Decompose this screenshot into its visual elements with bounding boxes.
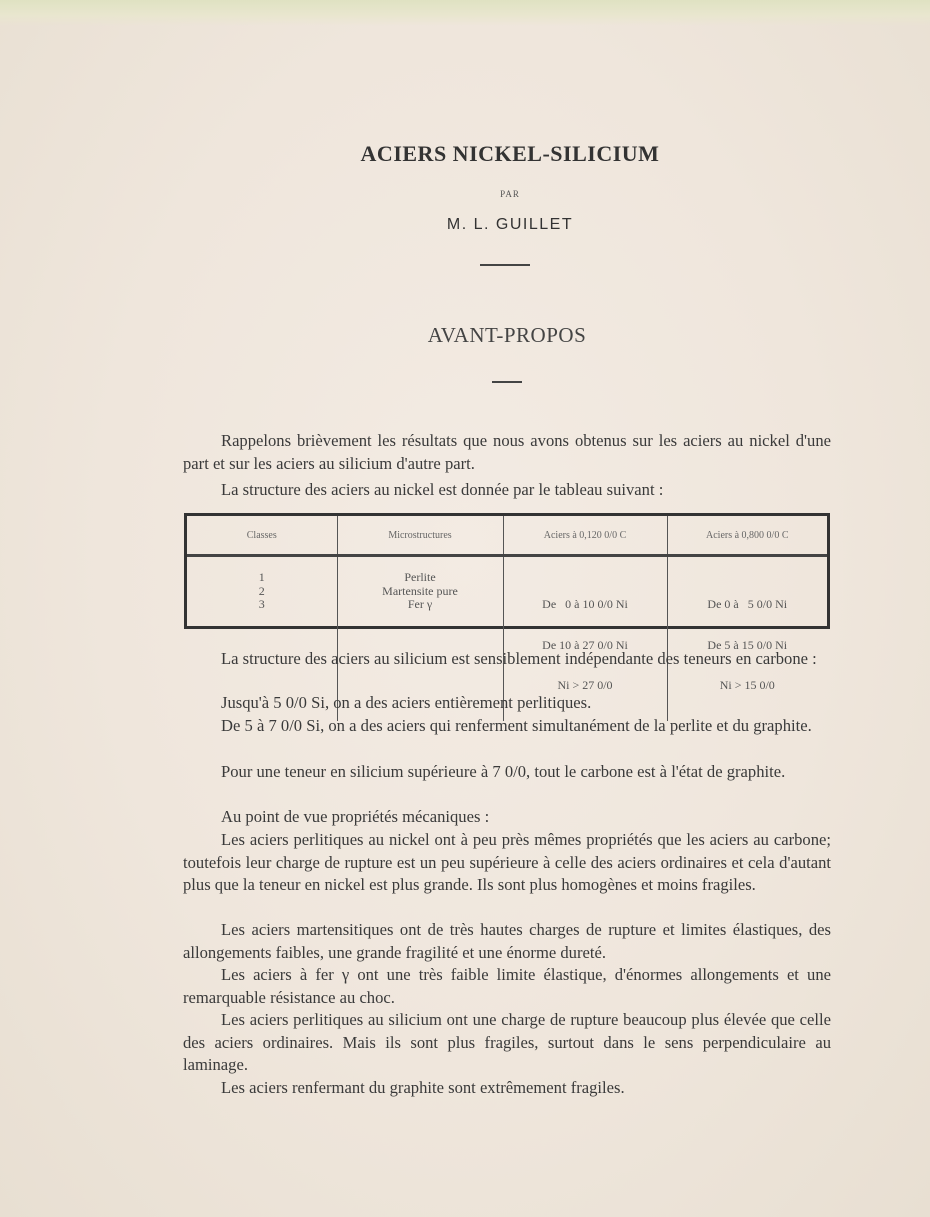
body-paragraph: Les aciers à fer γ ont une très faible limite élastique, d'énormes allongements et une remarquable résistance au choc. — [183, 965, 831, 1007]
body-paragraph: De 5 à 7 0/0 Si, on a des aciers qui renferment simultanément de la perlite et du graphite. — [221, 716, 812, 735]
body-paragraph: Les aciers perlitiques au nickel ont à peu près mêmes propriétés que les aciers au carbone; toutefois leur charge de rupture est un peu supérieure à celle des aciers ordinaires et cela d'autant plus que la teneur en nickel est plus grande. Ils sont plus homogènes et moins fragiles. — [183, 830, 831, 894]
body-paragraph: Les aciers renfermant du graphite sont extrêmement fragiles. — [221, 1078, 625, 1097]
body-paragraph: Jusqu'à 5 0/0 Si, on a des aciers entièrement perlitiques. — [221, 693, 592, 712]
header-steel-0800: Aciers à 0,800 0/0 C — [667, 516, 827, 556]
header-classes: Classes — [187, 516, 337, 556]
table-header-row — [187, 516, 827, 556]
table-intro-paragraph: La structure des aciers au nickel est donnée par le tableau suivant : — [221, 480, 664, 499]
body-paragraph: Pour une teneur en silicium supérieure à 7 0/0, tout le carbone est à l'état de graphite. — [221, 762, 786, 781]
scan-edge — [0, 0, 930, 26]
intro-paragraph: Rappelons brièvement les résultats que nous avons obtenus sur les aciers au nickel d'une part et sur les aciers au silicium d'autre part. — [183, 431, 831, 473]
steel-0120-cell: De 0 à 10 0/0 Ni De 10 à 27 0/0 Ni Ni > 27 0/0 — [503, 556, 667, 721]
section-divider — [492, 381, 522, 383]
section-title: AVANT-PROPOS — [427, 323, 587, 347]
classes-cell: 1 2 3 — [258, 570, 265, 611]
by-line-par: PAR — [500, 189, 520, 199]
header-steel-0120: Aciers à 0,120 0/0 C — [503, 516, 667, 556]
body-paragraph: Les aciers martensitiques ont de très hautes charges de rupture et limites élastiques, des allongements faibles, une grande fragilité et une énorme dureté. — [183, 920, 831, 962]
body-paragraph: Les aciers perlitiques au silicium ont une charge de rupture beaucoup plus élevée que celle des aciers ordinaires. Mais ils sont plus fragiles, surtout dans le sens perpendiculaire au laminage. — [183, 1010, 831, 1074]
microstructures-cell: Perlite Martensite pure Fer γ — [337, 556, 503, 721]
document-title: ACIERS NICKEL-SILICIUM — [360, 141, 660, 166]
author-name: M. L. GUILLET — [446, 216, 574, 233]
body-paragraph: Au point de vue propriétés mécaniques : — [221, 807, 490, 826]
title-divider — [480, 264, 530, 266]
header-microstructures: Microstructures — [337, 516, 503, 556]
body-paragraph: La structure des aciers au silicium est sensiblement indépendante des teneurs en carbone : — [221, 649, 817, 668]
steel-0800-cell: De 0 à 5 0/0 Ni De 5 à 15 0/0 Ni Ni > 15 0/0 — [667, 556, 827, 721]
